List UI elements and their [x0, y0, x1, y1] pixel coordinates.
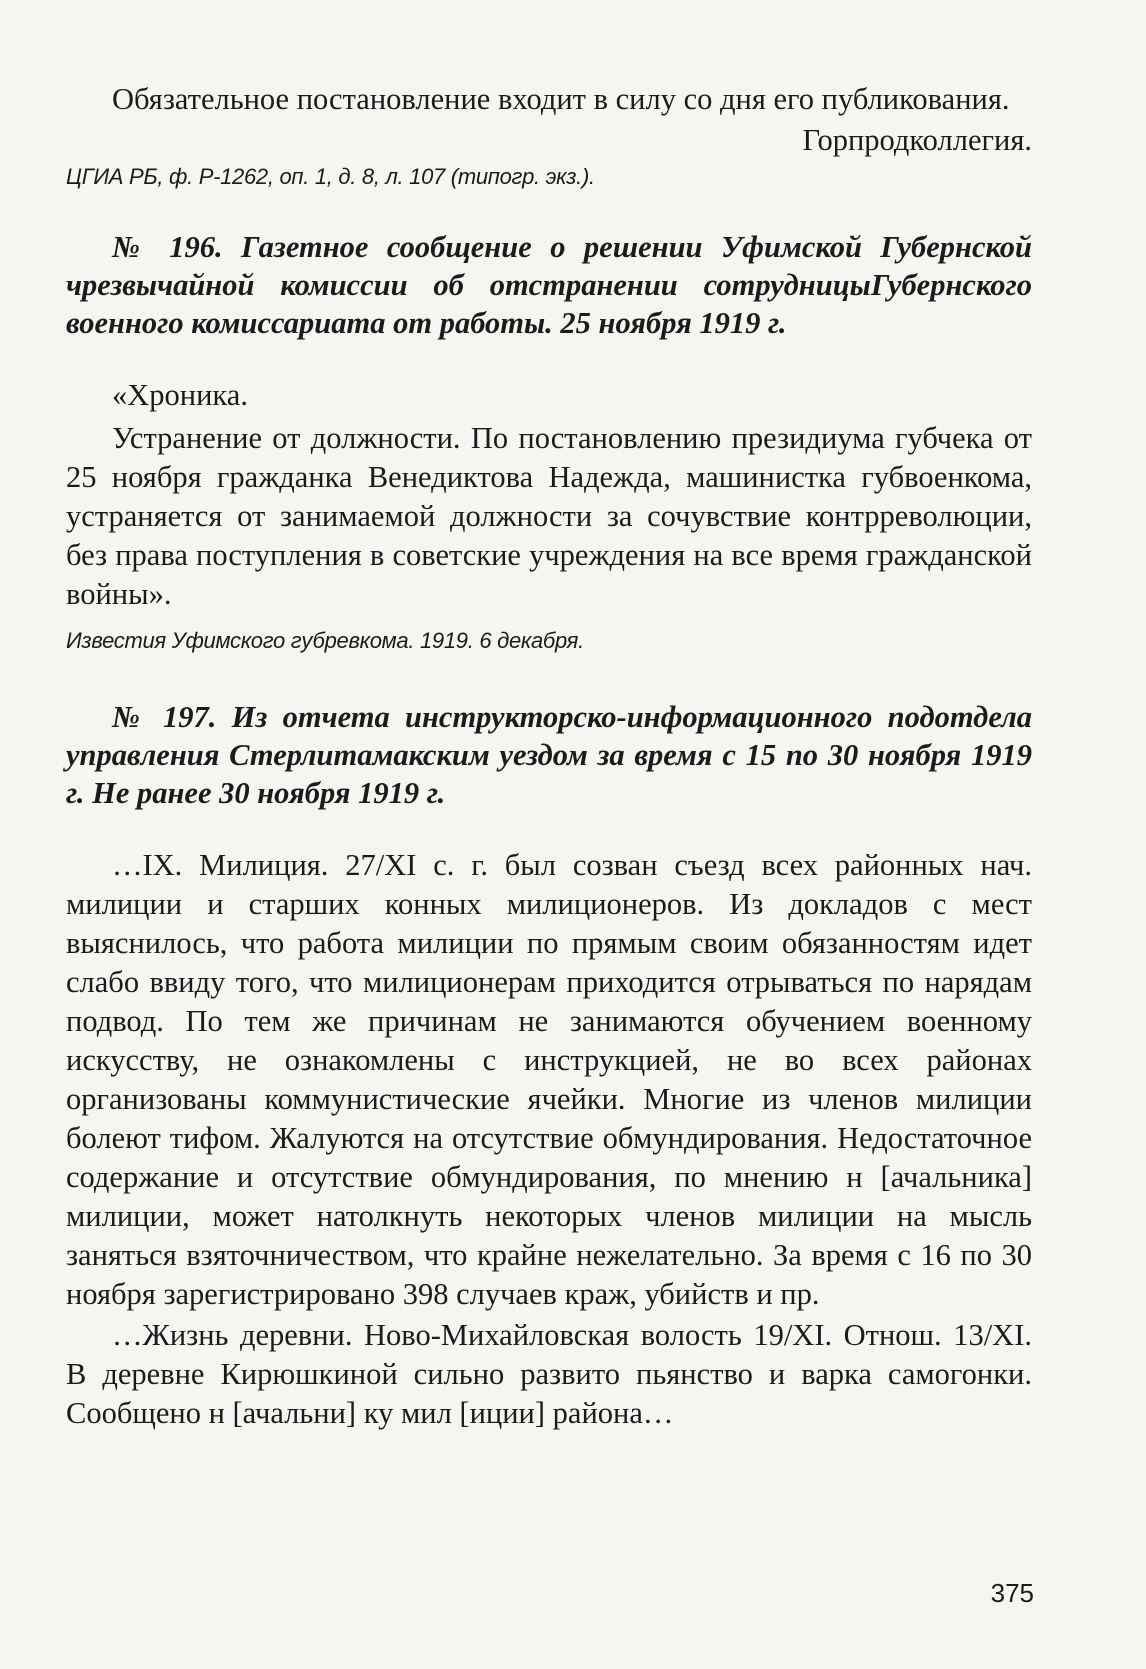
- page-number: 375: [990, 1578, 1034, 1608]
- doc197-paragraph-2: …Жизнь деревни. Ново-Михайловская волость 19/XI. Отнош. 13/XI. В деревне Кирюшкиной сильно развито пьянство и варка самогонки. Сообщено н [ачальни] ку мил [иции] района…: [66, 1318, 1032, 1430]
- doc195-source: ЦГИА РБ, ф. Р-1262, оп. 1, д. 8, л. 107 (типогр. экз.).: [66, 164, 595, 189]
- document-page: [66, 78, 1032, 1433]
- doc196-paragraph-1: «Хроника.: [112, 378, 248, 412]
- doc197-heading: № 197. Из отчета инструкторско-информационного подотдела управления Стерлитамакским уездом за время с 15 по 30 ноября 1919 г. Не ранее 30 ноября 1919 г.: [66, 700, 1032, 810]
- doc196-source: Известия Уфимского губревкома. 1919. 6 декабря.: [66, 628, 584, 653]
- doc195-closing-text: Обязательное постановление входит в силу со дня его публикования.: [112, 82, 1010, 116]
- doc196-paragraph-2: Устранение от должности. По постановлению президиума губчека от 25 ноября гражданка Венедиктова Надежда, машинистка губвоенкома, устраняется от занимаемой должности за сочувствие контрреволюции, без права поступления в советские учреждения на все время гражданской войны».: [66, 421, 1032, 611]
- doc195-signature: Горпродколлегия.: [802, 123, 1032, 157]
- doc196-heading: № 196. Газетное сообщение о решении Уфимской Губернской чрезвычайной комиссии об отстранении сотрудницыГубернского военного комиссариата от работы. 25 ноября 1919 г.: [66, 230, 1032, 340]
- doc197-paragraph-1: …IX. Милиция. 27/XI с. г. был созван съезд всех районных нач. милиции и старших конных милиционеров. Из докладов с мест выяснилось, что работа милиции по прямым своим обязанностям идет слабо ввиду того, что милиционерам приходится отрываться по нарядам подвод. По тем же причинам не занимаются обучением военному искусству, не ознакомлены с инструкцией, не во всех районах организованы коммунистические ячейки. Многие из членов милиции болеют тифом. Жалуются на отсутствие обмундирования. Недостаточное содержание и отсутствие обмундирования, по мнению н [ачальника] милиции, может натолкнуть некоторых членов милиции на мысль заняться взяточничеством, что крайне нежелательно. За время с 16 по 30 ноября зарегистрировано 398 случаев краж, убийств и пр.: [66, 848, 1032, 1311]
